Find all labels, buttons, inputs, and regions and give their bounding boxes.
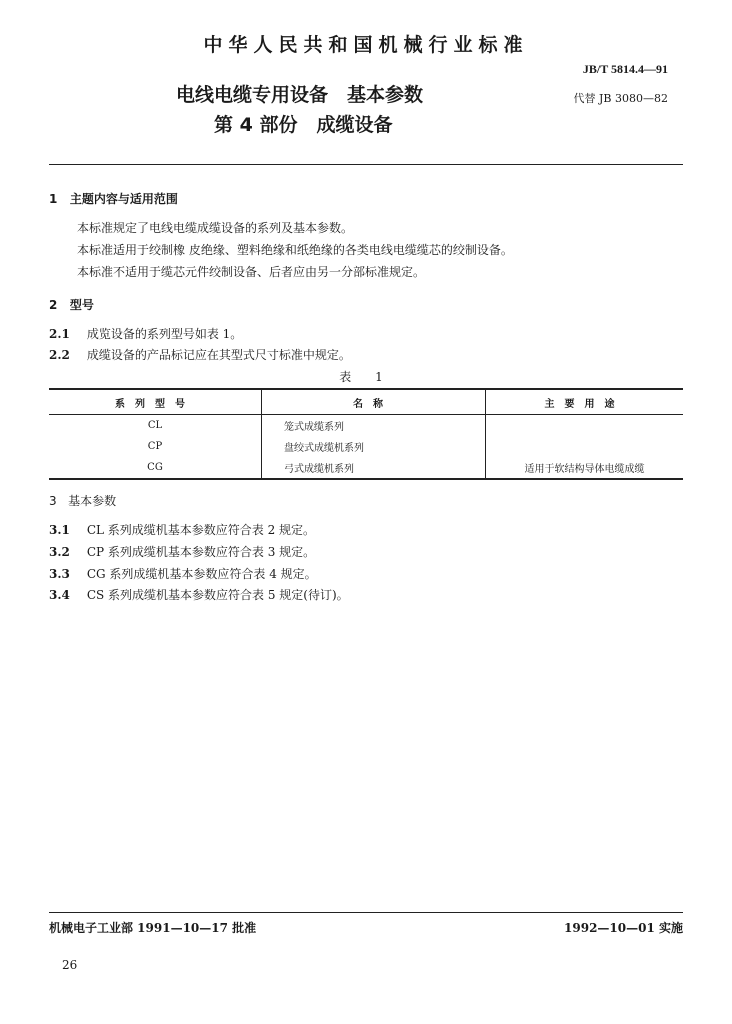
section2-title: 型号	[69, 298, 94, 312]
table-cell-name: 笼式成缆系列	[262, 415, 486, 437]
approval-note: 机械电子工业部 1991—10—17 批准	[49, 921, 257, 935]
table-cell-use	[486, 436, 684, 457]
clause-3-2	[49, 543, 315, 560]
clause-text: CL 系列成缆机基本参数应符合表 2 规定。	[86, 523, 316, 537]
page-number: 26	[62, 958, 78, 972]
section1-para-1: 本标准规定了电线电缆成缆设备的系列及基本参数。	[77, 221, 354, 235]
section1-number: 1	[49, 192, 58, 206]
section3-heading	[49, 492, 116, 509]
clause-number: 2.1	[49, 327, 70, 341]
replaces-standard: 代替 JB 3080—82	[573, 92, 668, 105]
clause-text: CS 系列成缆机基本参数应符合表 5 规定(待订)。	[86, 588, 349, 602]
clause-text: CP 系列成缆机基本参数应符合表 3 规定。	[86, 545, 316, 559]
section2-number: 2	[49, 298, 58, 312]
section1-heading	[49, 190, 178, 207]
table-row	[49, 436, 683, 457]
table1-caption: 表 1	[339, 370, 393, 384]
clause-number: 3.1	[49, 523, 70, 537]
table-header-row	[49, 389, 683, 415]
section3-number: 3	[49, 494, 57, 508]
section2-heading	[49, 296, 94, 313]
table-cell-name: 盘绞式成缆机系列	[262, 436, 486, 457]
footer-divider	[49, 912, 683, 913]
clause-number: 3.3	[49, 567, 70, 581]
clause-text: CG 系列成缆机基本参数应符合表 4 规定。	[86, 567, 317, 581]
clause-2-1	[49, 325, 242, 342]
clause-number: 3.2	[49, 545, 70, 559]
section1-para-3: 本标准不适用于缆芯元件绞制设备、后者应由另一分部标准规定。	[77, 265, 426, 279]
document-title-line1: 电线电缆专用设备 基本参数	[176, 84, 424, 106]
table-cell-model: CP	[49, 436, 262, 457]
header-divider	[49, 164, 683, 165]
national-standard-title: 中华人民共和国机械行业标准	[203, 34, 529, 56]
table-cell-name: 弓式成缆机系列	[262, 457, 486, 479]
clause-3-3	[49, 565, 317, 582]
standard-number: JB/T 5814.4—91	[582, 62, 668, 76]
table-header-cell: 名称	[262, 389, 486, 415]
table-cell-use: 适用于软结构导体电缆成缆	[486, 457, 684, 479]
table-row	[49, 457, 683, 479]
section1-para-2: 本标准适用于绞制橡 皮绝缘、塑料绝缘和纸绝缘的各类电线电缆缆芯的绞制设备。	[77, 243, 513, 257]
table-cell-model: CL	[49, 415, 262, 437]
table-cell-model: CG	[49, 457, 262, 479]
clause-2-2	[49, 346, 351, 363]
clause-text: 成缆设备的产品标记应在其型式尺寸标准中规定。	[86, 348, 351, 362]
implementation-date: 1992—10—01 实施	[564, 921, 683, 935]
clause-text: 成览设备的系列型号如表 1。	[86, 327, 243, 341]
clause-number: 3.4	[49, 588, 70, 602]
table-row	[49, 415, 683, 437]
table-cell-use	[486, 415, 684, 437]
table-1	[49, 388, 683, 480]
table-header-cell: 主要用途	[486, 389, 684, 415]
section1-title: 主题内容与适用范围	[69, 192, 178, 206]
clause-3-1	[49, 521, 315, 538]
section3-title: 基本参数	[68, 494, 117, 508]
clause-3-4	[49, 586, 349, 603]
clause-number: 2.2	[49, 348, 70, 362]
document-title-line2: 第 4 部份 成缆设备	[214, 114, 393, 136]
table-header-cell: 系列型号	[49, 389, 262, 415]
